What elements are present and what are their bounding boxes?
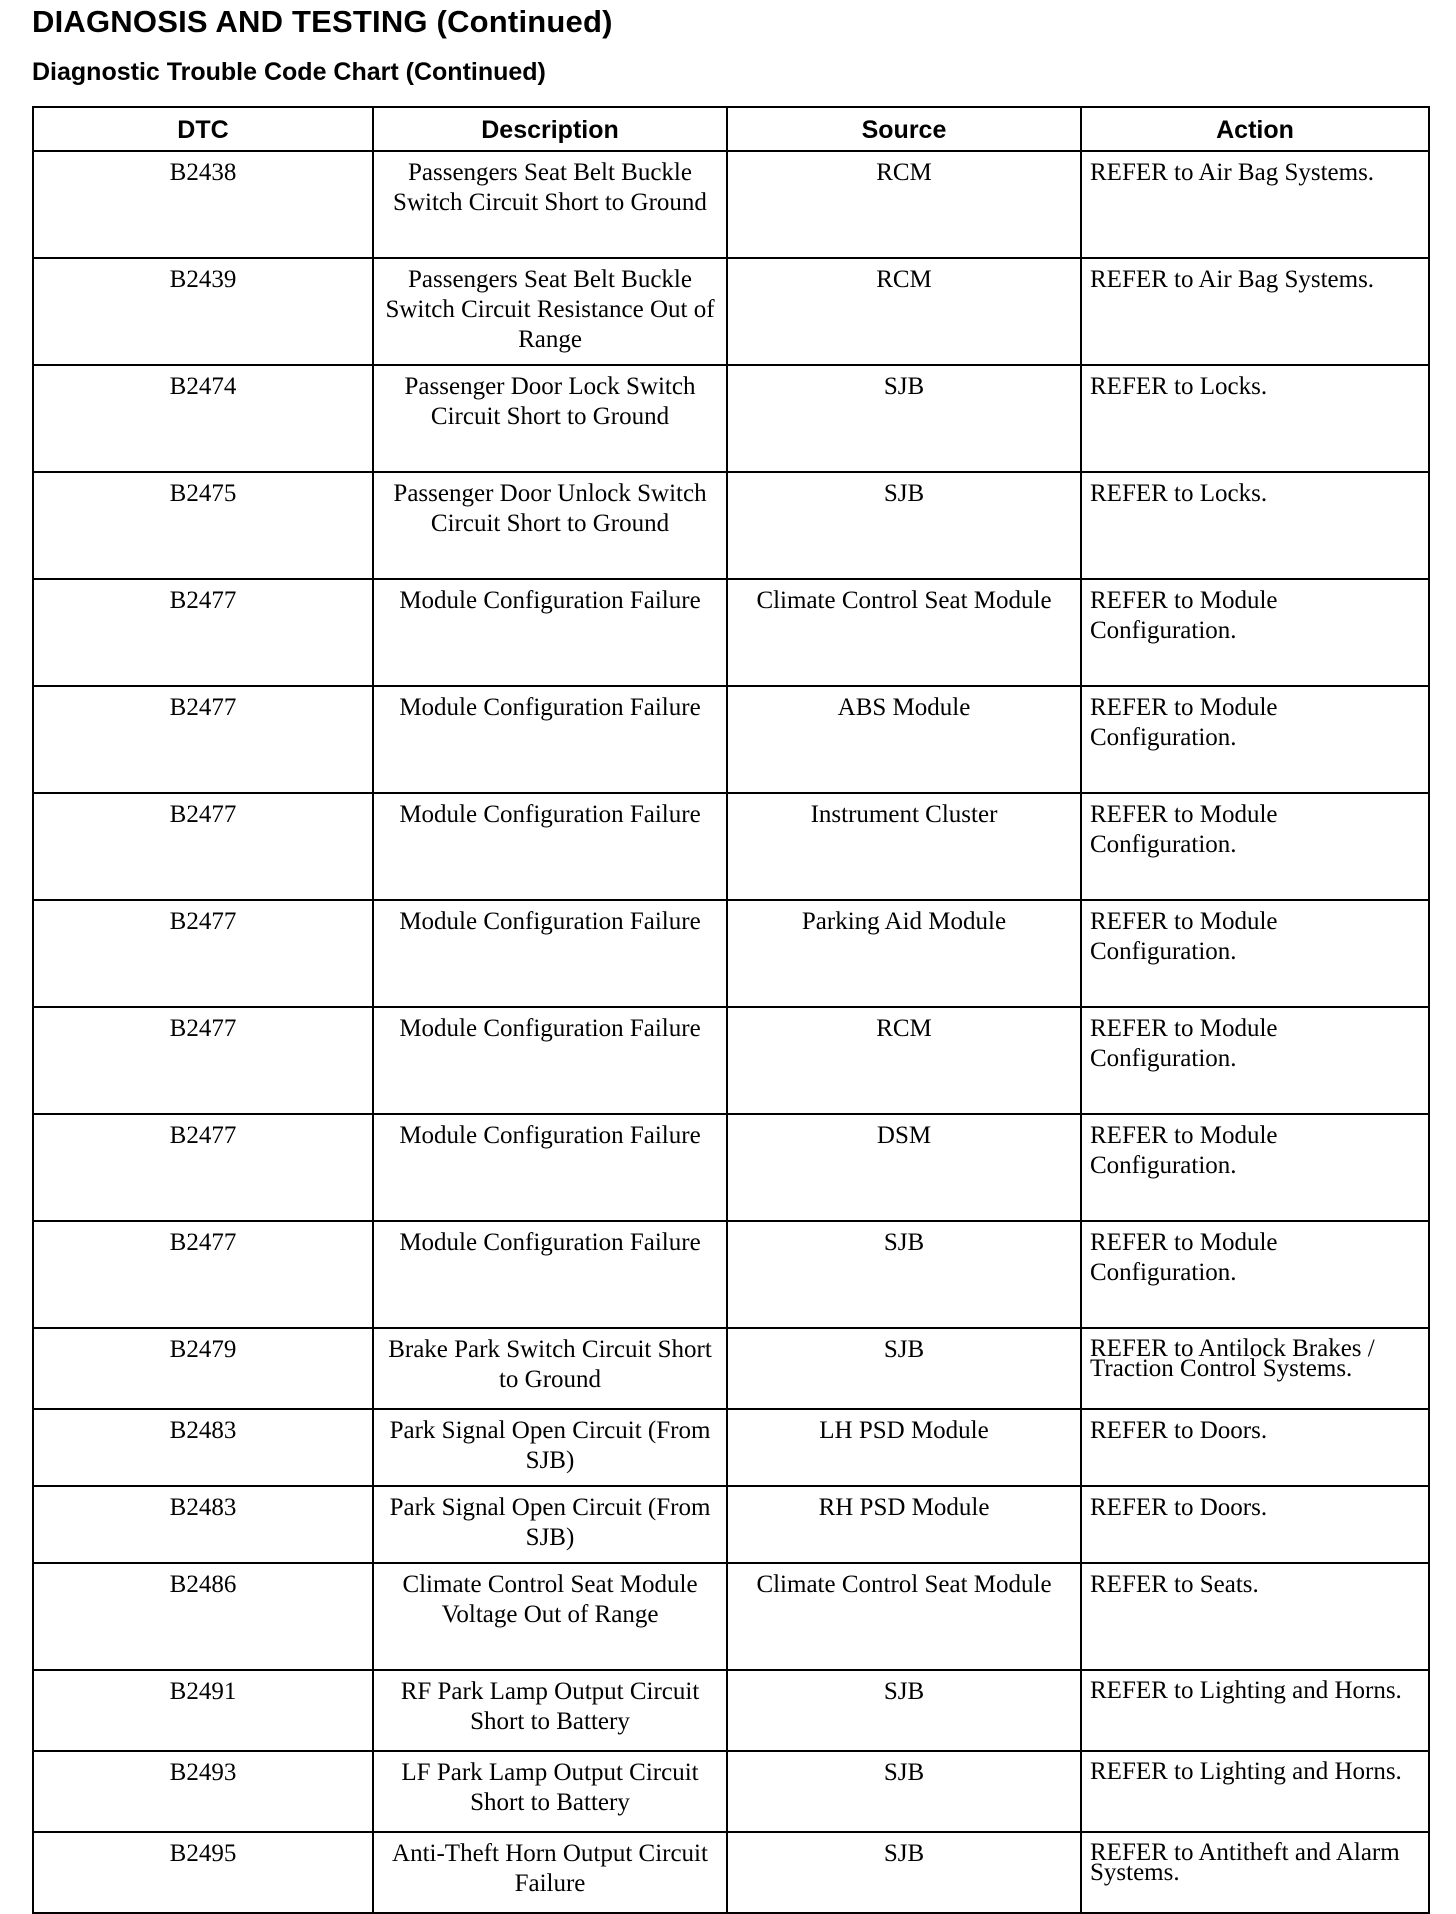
source-cell: SJB <box>727 1670 1081 1751</box>
description-cell: RF Park Lamp Output Circuit Short to Battery <box>373 1670 727 1751</box>
dtc-cell: B2495 <box>33 1832 373 1913</box>
action-cell: REFER to Lighting and Horns. <box>1081 1751 1429 1832</box>
dtc-cell: B2474 <box>33 365 373 472</box>
description-cell: LF Park Lamp Output Circuit Short to Battery <box>373 1751 727 1832</box>
action-cell: REFER to Module Configuration. <box>1081 1007 1429 1114</box>
page-title: DIAGNOSIS AND TESTING (Continued) <box>32 4 613 39</box>
table-row <box>33 1114 1429 1221</box>
table-row <box>33 258 1429 365</box>
table-row <box>33 900 1429 1007</box>
action-cell: REFER to Module Configuration. <box>1081 1114 1429 1221</box>
dtc-cell: B2477 <box>33 686 373 793</box>
action-cell: REFER to Module Configuration. <box>1081 579 1429 686</box>
action-cell: REFER to Module Configuration. <box>1081 686 1429 793</box>
description-cell: Climate Control Seat Module Voltage Out of Range <box>373 1563 727 1670</box>
dtc-table <box>32 106 1430 1914</box>
table-row <box>33 151 1429 258</box>
table-row <box>33 1007 1429 1114</box>
dtc-cell: B2477 <box>33 579 373 686</box>
description-cell: Park Signal Open Circuit (From SJB) <box>373 1486 727 1563</box>
table-row <box>33 1409 1429 1486</box>
description-cell: Module Configuration Failure <box>373 1007 727 1114</box>
dtc-cell: B2486 <box>33 1563 373 1670</box>
dtc-cell: B2438 <box>33 151 373 258</box>
table-header-row <box>33 107 1429 151</box>
source-cell: RCM <box>727 1007 1081 1114</box>
source-cell: SJB <box>727 1832 1081 1913</box>
action-cell: REFER to Locks. <box>1081 472 1429 579</box>
action-cell: REFER to Air Bag Systems. <box>1081 258 1429 365</box>
description-cell: Park Signal Open Circuit (From SJB) <box>373 1409 727 1486</box>
source-cell: SJB <box>727 1328 1081 1409</box>
action-cell: REFER to Doors. <box>1081 1409 1429 1486</box>
source-cell: RCM <box>727 258 1081 365</box>
dtc-cell: B2477 <box>33 793 373 900</box>
action-cell: REFER to Antilock Brakes / Traction Control Systems. <box>1081 1328 1429 1409</box>
action-cell: REFER to Seats. <box>1081 1563 1429 1670</box>
dtc-cell: B2483 <box>33 1486 373 1563</box>
description-cell: Passengers Seat Belt Buckle Switch Circuit Short to Ground <box>373 151 727 258</box>
table-row <box>33 1221 1429 1328</box>
column-header-source: Source <box>727 107 1081 151</box>
column-header-action: Action <box>1081 107 1429 151</box>
dtc-cell: B2477 <box>33 1007 373 1114</box>
action-cell: REFER to Module Configuration. <box>1081 793 1429 900</box>
dtc-cell: B2479 <box>33 1328 373 1409</box>
description-cell: Passenger Door Unlock Switch Circuit Short to Ground <box>373 472 727 579</box>
table-row <box>33 1751 1429 1832</box>
dtc-cell: B2491 <box>33 1670 373 1751</box>
action-cell: REFER to Module Configuration. <box>1081 1221 1429 1328</box>
column-header-dtc: DTC <box>33 107 373 151</box>
table-row <box>33 579 1429 686</box>
source-cell: SJB <box>727 1751 1081 1832</box>
description-cell: Module Configuration Failure <box>373 900 727 1007</box>
table-row <box>33 1563 1429 1670</box>
dtc-cell: B2483 <box>33 1409 373 1486</box>
action-cell: REFER to Locks. <box>1081 365 1429 472</box>
source-cell: RCM <box>727 151 1081 258</box>
action-cell: REFER to Module Configuration. <box>1081 900 1429 1007</box>
table-row <box>33 472 1429 579</box>
action-cell: REFER to Doors. <box>1081 1486 1429 1563</box>
column-header-description: Description <box>373 107 727 151</box>
table-row <box>33 686 1429 793</box>
table-row <box>33 365 1429 472</box>
dtc-cell: B2477 <box>33 1114 373 1221</box>
source-cell: DSM <box>727 1114 1081 1221</box>
table-row <box>33 1670 1429 1751</box>
dtc-cell: B2477 <box>33 900 373 1007</box>
source-cell: RH PSD Module <box>727 1486 1081 1563</box>
description-cell: Anti-Theft Horn Output Circuit Failure <box>373 1832 727 1913</box>
description-cell: Module Configuration Failure <box>373 793 727 900</box>
table-row <box>33 1486 1429 1563</box>
action-cell: REFER to Lighting and Horns. <box>1081 1670 1429 1751</box>
dtc-cell: B2475 <box>33 472 373 579</box>
action-cell: REFER to Air Bag Systems. <box>1081 151 1429 258</box>
description-cell: Module Configuration Failure <box>373 1114 727 1221</box>
source-cell: SJB <box>727 1221 1081 1328</box>
source-cell: ABS Module <box>727 686 1081 793</box>
dtc-cell: B2493 <box>33 1751 373 1832</box>
source-cell: Instrument Cluster <box>727 793 1081 900</box>
table-row <box>33 1832 1429 1913</box>
source-cell: Parking Aid Module <box>727 900 1081 1007</box>
source-cell: SJB <box>727 365 1081 472</box>
chart-subtitle: Diagnostic Trouble Code Chart (Continued) <box>32 58 546 86</box>
source-cell: LH PSD Module <box>727 1409 1081 1486</box>
description-cell: Module Configuration Failure <box>373 579 727 686</box>
description-cell: Passenger Door Lock Switch Circuit Short to Ground <box>373 365 727 472</box>
table-row <box>33 793 1429 900</box>
dtc-cell: B2477 <box>33 1221 373 1328</box>
action-cell: REFER to Antitheft and Alarm Systems. <box>1081 1832 1429 1913</box>
description-cell: Module Configuration Failure <box>373 1221 727 1328</box>
description-cell: Module Configuration Failure <box>373 686 727 793</box>
description-cell: Brake Park Switch Circuit Short to Ground <box>373 1328 727 1409</box>
description-cell: Passengers Seat Belt Buckle Switch Circuit Resistance Out of Range <box>373 258 727 365</box>
source-cell: Climate Control Seat Module <box>727 1563 1081 1670</box>
dtc-cell: B2439 <box>33 258 373 365</box>
source-cell: Climate Control Seat Module <box>727 579 1081 686</box>
table-row <box>33 1328 1429 1409</box>
source-cell: SJB <box>727 472 1081 579</box>
